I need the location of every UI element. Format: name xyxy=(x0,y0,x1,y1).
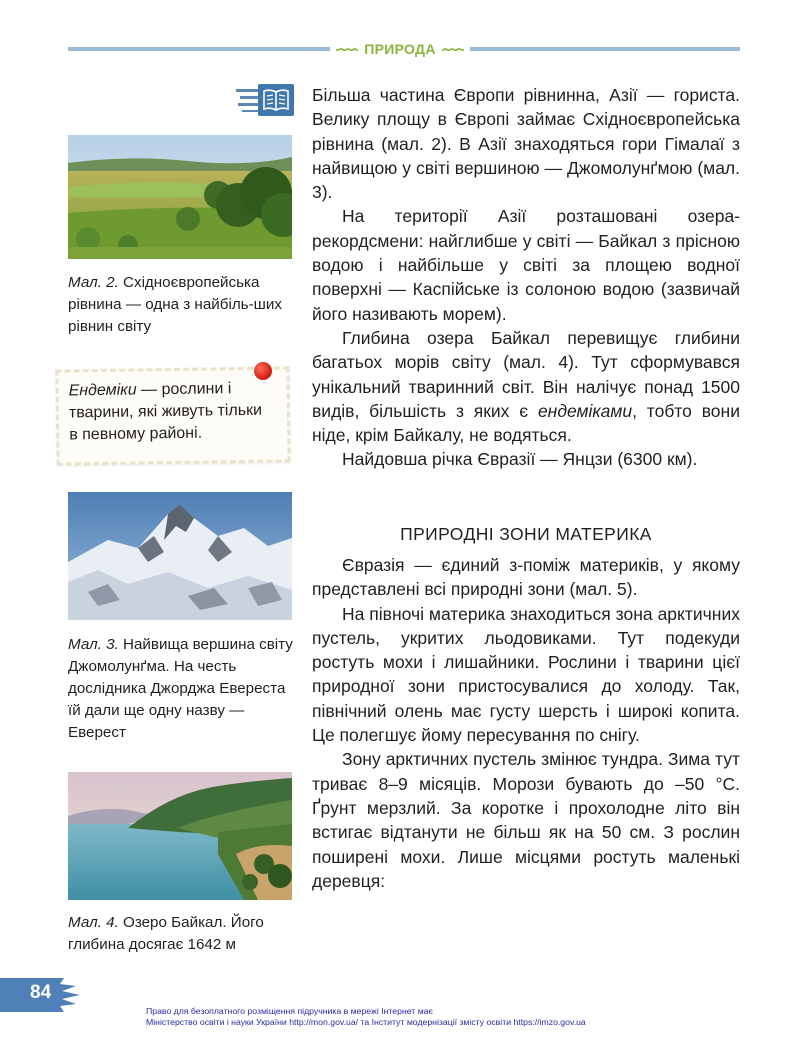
red-pin-icon xyxy=(254,362,272,380)
header-rule-right xyxy=(470,47,740,51)
leaf-ornament-icon xyxy=(440,48,466,53)
paragraph: На території Азії розташовані озера-рекордсмени: найглибше у світі — Байкал з прісною водою і найбільше у світі за площею водної поверхні — Каспійське із солоною водою (зазвичай його називають морем). xyxy=(312,206,740,324)
caption-text: Озеро Байкал. Його глибина досягає 1642 м xyxy=(68,914,264,953)
main-text-part-2 xyxy=(312,553,740,893)
caption-text: Найвища вершина світу Джомолунґма. На честь дослідника Джорджа Евереста їй дали ще одну назву — Еверест xyxy=(68,636,293,741)
header-rule-left xyxy=(68,47,330,51)
emphasized-term: ендеміками xyxy=(537,400,633,421)
caption-label: Мал. 4. xyxy=(68,914,119,931)
definition-text xyxy=(68,378,275,447)
paragraph xyxy=(312,326,740,447)
paragraph: На півночі материка знаходиться зона арктичних пустель, укритих льодовиками. Тут подекуди ростуть мохи і лишайники. Рослини і тварини цієї природної зони пристосувалися до холоду. Так, північний олень має густу шерсть і широкі копита. Це полегшує йому пересування по снігу. xyxy=(312,603,740,746)
section-header xyxy=(330,39,470,59)
caption-label: Мал. 3. xyxy=(68,636,119,653)
main-text-part-1 xyxy=(312,83,740,472)
leaf-ornament-icon xyxy=(334,48,360,53)
paragraph: Зону арктичних пустель змінює тундра. Зима тут триває 8–9 місяців. Морози бувають до –50 °С. Ґрунт мерзлий. За коротке і прохолодне літо він встигає відтанути не більш як на 50 см. З рослин поширені мохи. Лише місцями ростуть маленькі деревця: xyxy=(312,749,740,891)
caption-fig-4 xyxy=(68,912,296,956)
paragraph-text: Глибина озера Байкал перевищує глибини багатьох морів світу (мал. 4). Тут сформувався унікальний тваринний світ. Він налічує понад 1500 видів, більшість з яких є xyxy=(312,327,740,421)
caption-label: Мал. 2. xyxy=(68,274,119,291)
definition-body: — рослини і тварини, які живуть тільки в певному районі. xyxy=(68,380,263,444)
caption-fig-2 xyxy=(68,272,296,338)
copyright-footer xyxy=(146,1006,746,1028)
caption-fig-3 xyxy=(68,634,296,744)
caption-text: Східноєвропейська рівнина — одна з найбіль-ших рівнин світу xyxy=(68,274,282,335)
paragraph: Більша частина Європи рівнинна, Азії — гориста. Велику площу в Європі займає Східноєвропейська рівнина (мал. 2). В Азії знаходяться гори Гімалаї з найвищою у світі вершиною — Джомолунґмою (мал. 3). xyxy=(312,85,740,203)
page-number: 84 xyxy=(30,982,52,1003)
paragraph: Євразія — єдиний з-поміж материків, у якому представлені всі природні зони (мал. 5). xyxy=(312,555,740,600)
section-heading: ПРИРОДНІ ЗОНИ МАТЕРИКА xyxy=(400,524,652,544)
paragraph-text: , тобто вони ніде, крім Байкалу, не водяться. xyxy=(312,400,740,446)
lake-baikal-photo xyxy=(68,772,292,900)
section-title: ПРИРОДА xyxy=(364,41,436,57)
book-icon xyxy=(236,83,294,117)
footer-line: Міністерство освіти і науки України http://mon.gov.ua/ та Інститут модернізації змісту освіти https://imzo.gov.ua xyxy=(146,1017,586,1027)
paragraph: Найдовша річка Євразії — Янцзи (6300 км). xyxy=(342,449,698,470)
everest-photo xyxy=(68,492,292,620)
east-european-plain-photo xyxy=(68,135,292,259)
definition-note-card xyxy=(55,366,290,465)
footer-line: Право для безоплатного розміщення підручника в мережі Інтернет має xyxy=(146,1006,433,1016)
definition-term: Ендеміки xyxy=(68,381,137,400)
